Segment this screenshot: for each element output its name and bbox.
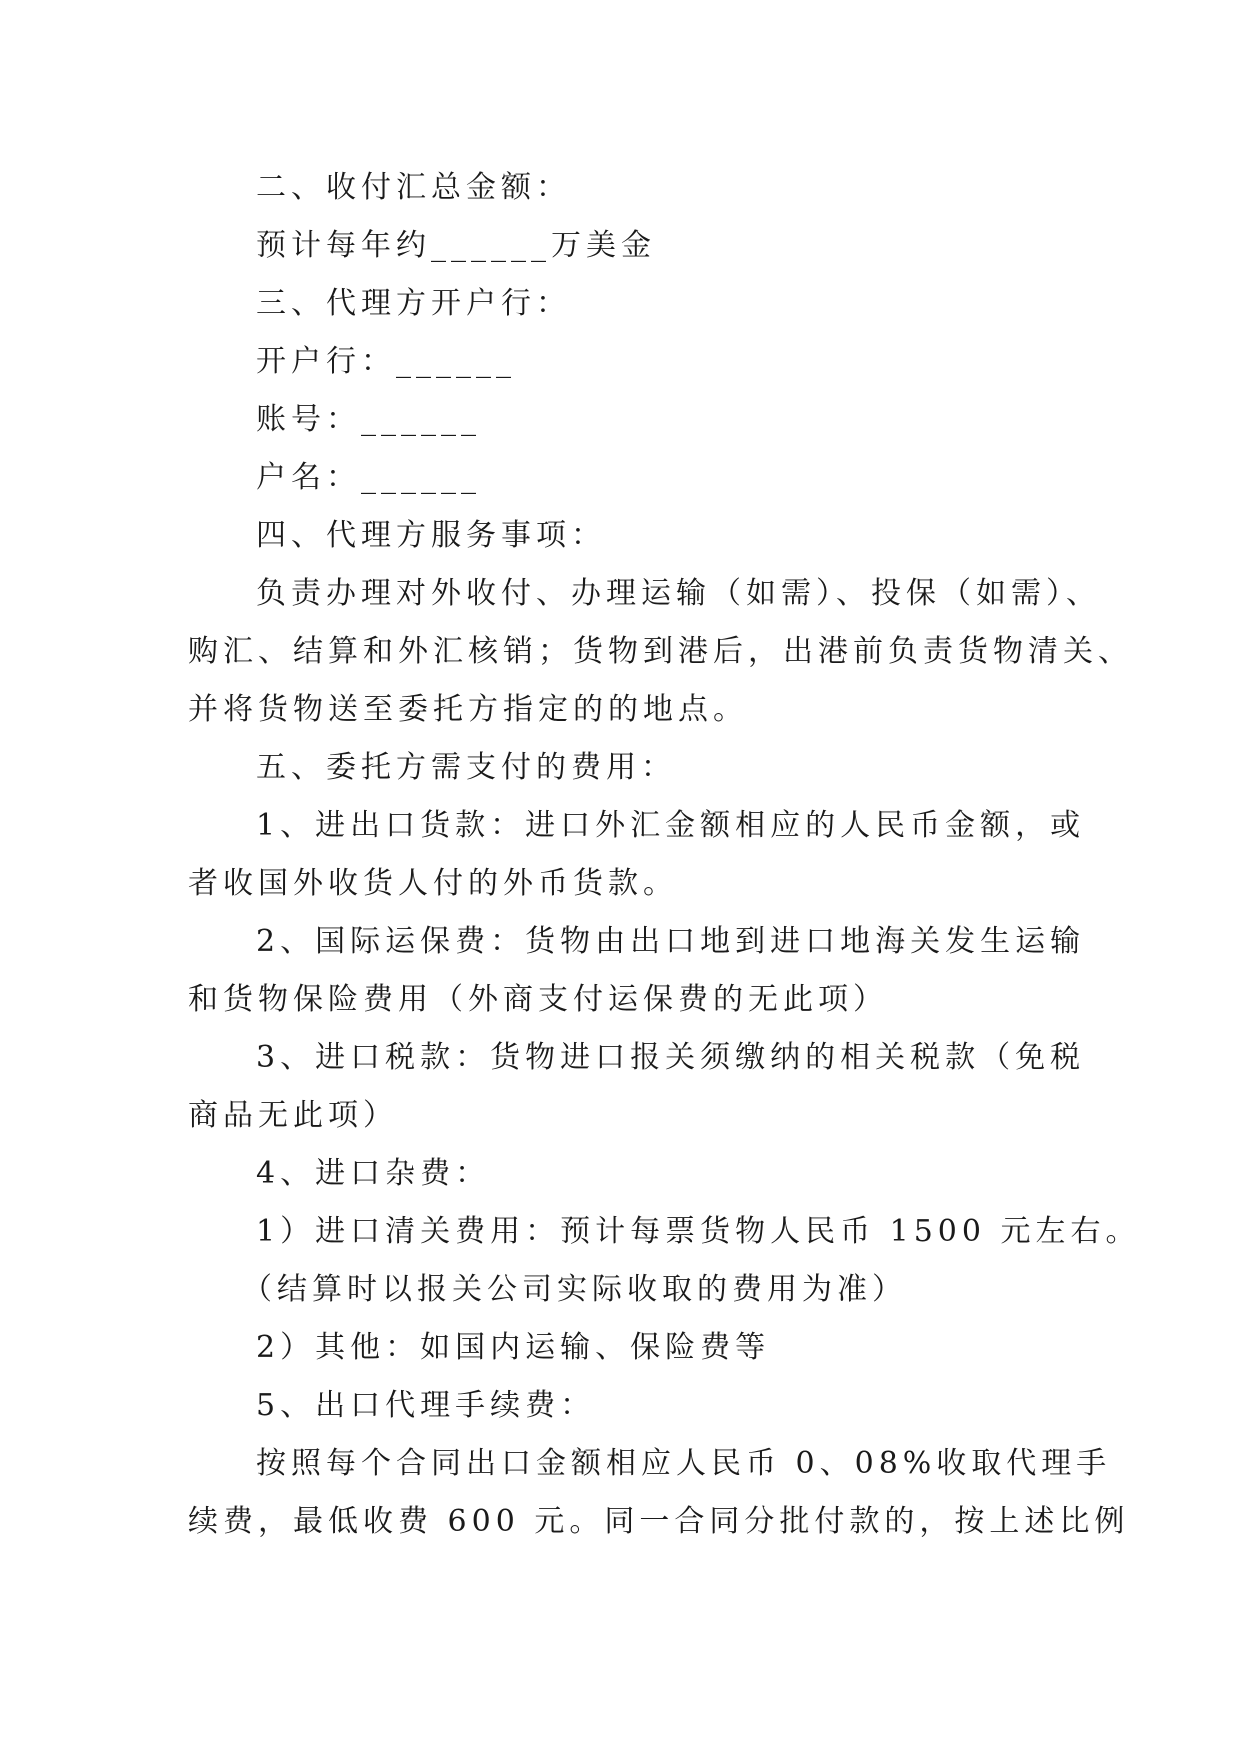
- paragraph-line: 并将货物送至委托方指定的的地点。: [188, 692, 748, 727]
- paragraph-line: 2、国际运保费：货物由出口地到进口地海关发生运输: [256, 924, 1086, 959]
- paragraph-line: 商品无此项）: [188, 1098, 398, 1133]
- paragraph-line: 续费，最低收费 600 元。同一合同分批付款的，按上述比例: [188, 1504, 1130, 1539]
- paragraph-line: 和货物保险费用（外商支付运保费的无此项）: [188, 982, 888, 1017]
- paragraph-line: 3、进口税款：货物进口报关须缴纳的相关税款（免税: [256, 1040, 1086, 1075]
- list-item: 2）其他：如国内运输、保险费等: [256, 1330, 771, 1365]
- account-field: 账号：______: [256, 402, 481, 437]
- section-5-heading: 五、委托方需支付的费用：: [256, 750, 676, 785]
- list-item: 1）进口清关费用：预计每票货物人民币 1500 元左右。: [256, 1214, 1141, 1249]
- account-name-field: 户名：______: [256, 460, 481, 495]
- subsection-heading: 5、出口代理手续费：: [256, 1388, 596, 1423]
- section-2-heading: 二、收付汇总金额：: [256, 170, 571, 205]
- list-item-note: （结算时以报关公司实际收取的费用为准）: [242, 1272, 907, 1307]
- paragraph-line: 负责办理对外收付、办理运输（如需）、投保（如需）、: [256, 576, 1101, 611]
- section-3-heading: 三、代理方开户行：: [256, 286, 571, 321]
- paragraph-line: 按照每个合同出口金额相应人民币 0、08%收取代理手: [256, 1446, 1112, 1481]
- paragraph-line: 购汇、结算和外汇核销；货物到港后，出港前负责货物清关、: [188, 634, 1133, 669]
- bank-field: 开户行：______: [256, 344, 516, 379]
- paragraph-line: 者收国外收货人付的外币货款。: [188, 866, 678, 901]
- annual-amount-line: 预计每年约______万美金: [256, 228, 656, 263]
- paragraph-line: 1、进出口货款：进口外汇金额相应的人民币金额，或: [256, 808, 1086, 843]
- section-4-heading: 四、代理方服务事项：: [256, 518, 606, 553]
- subsection-heading: 4、进口杂费：: [256, 1156, 491, 1191]
